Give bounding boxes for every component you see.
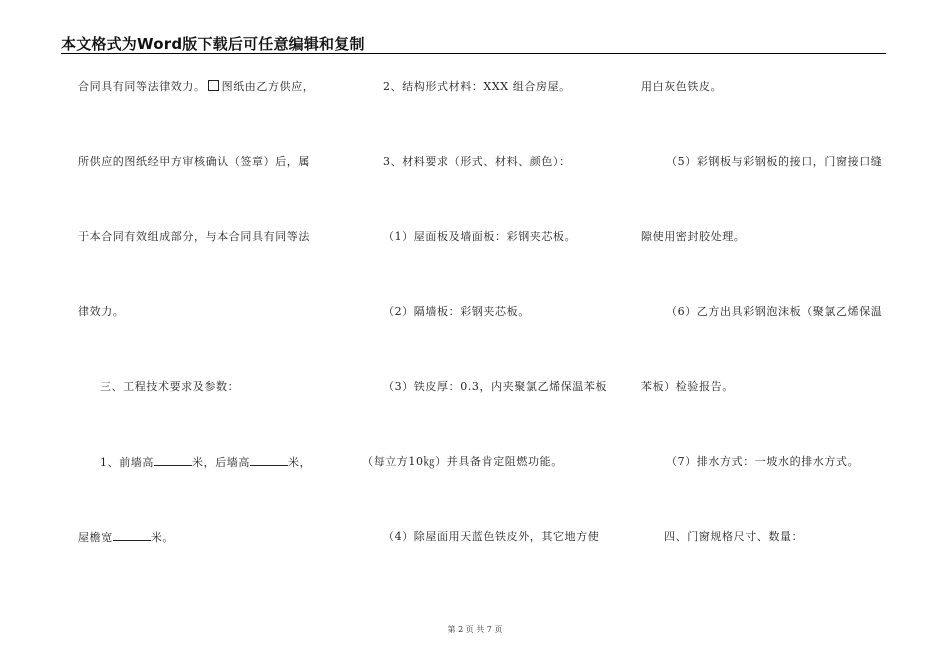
front-wall-blank xyxy=(154,455,192,466)
left-line-7 xyxy=(78,530,174,545)
left-line-1 xyxy=(78,80,314,94)
front-wall-label: 1、前墙高 xyxy=(100,456,154,469)
middle-line-1: 2、结构形式材料：XXX 组合房屋。 xyxy=(383,80,571,93)
right-line-3: 隙使用密封胶处理。 xyxy=(641,230,746,243)
left-line-2: 所供应的图纸经甲方审核确认（签章）后，属 xyxy=(78,155,310,168)
rear-wall-label: 米，后墙高 xyxy=(192,456,250,469)
eave-width-label: 屋檐宽 xyxy=(78,531,113,544)
rear-wall-blank xyxy=(250,455,288,466)
middle-line-5: （3）铁皮厚：0.3，内夹聚氯乙烯保温苯板 xyxy=(383,380,608,393)
middle-line-2: 3、材料要求（形式、材料、颜色）： xyxy=(383,155,571,168)
middle-line-6: （每立方10㎏）并具备肯定阻燃功能。 xyxy=(362,455,563,468)
right-line-6: （7）排水方式：一坡水的排水方式。 xyxy=(666,455,860,468)
left-line-1-text: 合同具有同等法律效力。 xyxy=(78,80,206,93)
right-line-5: 苯板）检验报告。 xyxy=(641,380,734,393)
middle-line-7: （4）除屋面用天蓝色铁皮外，其它地方使 xyxy=(383,530,600,543)
middle-line-4: （2）隔墙板：彩钢夹芯板。 xyxy=(383,305,530,318)
left-line-3: 于本合同有效组成部分，与本合同具有同等法 xyxy=(78,230,310,243)
rear-wall-unit: 米， xyxy=(288,456,312,469)
left-line-6 xyxy=(100,455,311,470)
page-number: 第 2 页 共 7 页 xyxy=(447,625,503,634)
right-line-1: 用白灰色铁皮。 xyxy=(641,80,723,93)
header-divider xyxy=(61,53,886,54)
left-line-4: 律效力。 xyxy=(78,305,125,318)
right-line-4: （6）乙方出具彩钢泡沫板（聚氯乙烯保温 xyxy=(666,305,883,318)
document-header-title: 本文格式为Word版下载后可任意编辑和复制 xyxy=(61,35,365,53)
eave-width-blank xyxy=(113,530,151,541)
left-line-1-text-b: 图纸由乙方供应， xyxy=(221,80,315,93)
middle-line-3: （1）屋面板及墙面板：彩钢夹芯板。 xyxy=(383,230,577,243)
right-line-2: （5）彩钢板与彩钢板的接口，门窗接口缝 xyxy=(666,155,883,168)
eave-width-unit: 米。 xyxy=(150,531,175,544)
checkbox-icon xyxy=(208,80,219,91)
section-heading-3: 三、工程技术要求及参数： xyxy=(100,380,240,393)
section-heading-4: 四、门窗规格尺寸、数量： xyxy=(664,530,804,543)
